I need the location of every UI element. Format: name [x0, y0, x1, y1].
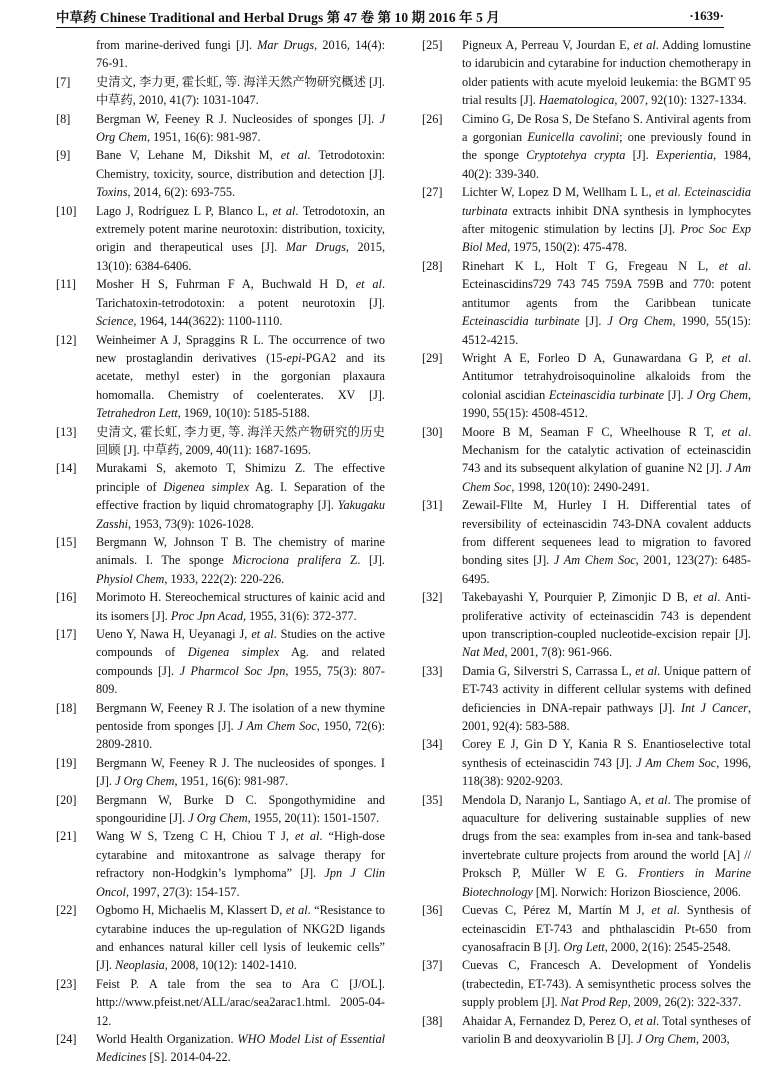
reference-italic-text: et al: [721, 350, 748, 365]
reference-entry: [56, 754, 385, 791]
reference-text: . Tetrodotoxin: Chemistry, toxicity, source, distribution and detection [J].: [96, 148, 385, 181]
reference-text: . “High-dose cytarabine and mitoxantrone as salvage therapy for refractory non-Hodgkin’s lymphoma” [J].: [96, 829, 385, 881]
reference-text: . Tetrodotoxin, an extremely potent marine neurotoxin: distribution, toxicity, origin and therapeutical uses [J].: [96, 203, 386, 255]
reference-text: Weinheimer A J, Spraggins R L. The occurrence of two new prostaglandin derivatives (15-: [96, 332, 385, 365]
reference-number: [11]: [56, 277, 76, 292]
reference-text: Ueno Y, Nawa H, Ueyanagi J,: [96, 627, 252, 641]
reference-text: . Adding lomustine to idarubicin and cytarabine for induction chemotherapy in older patients with acute myeloid leukemia: the BGMT 95 trial results [J].: [462, 38, 751, 108]
reference-text: Morimoto H. Stereochemical structures of kainic acid and its isomers [J].: [96, 590, 385, 623]
reference-number: [32]: [422, 590, 443, 605]
reference-text: . The promise of aquaculture for delivering sustainable supplies of new drugs from the sea: examples from in-sea and tank-based invertebrate culture projects from around the world [A] // Proksch P, Müller W E G.: [462, 792, 751, 881]
reference-entry: [56, 423, 385, 460]
reference-entry: [422, 735, 751, 790]
reference-text: Bergmann W, Johnson T B. The chemistry of marine animals. I. The sponge: [96, 534, 385, 568]
reference-entry: [56, 533, 385, 588]
reference-number: [12]: [56, 332, 77, 347]
reference-text: . Studies on the active compounds of: [96, 627, 385, 660]
reference-number: [29]: [422, 350, 443, 365]
reference-italic-text: epi: [286, 350, 302, 365]
reference-number: [36]: [422, 903, 443, 918]
reference-number: [33]: [422, 663, 443, 678]
reference-text: from marine-derived fungi [J].: [96, 38, 258, 52]
reference-italic-text: et al: [718, 258, 748, 273]
reference-italic-text: Eunicella cavolini: [527, 130, 620, 145]
reference-text: 史清文, 霍长虹, 李力更, 等. 海洋天然产物研究的历史回顾 [J]. 中草药, 2009, 40(11): 1687-1695.: [96, 424, 385, 457]
reference-text: , 1998, 120(10): 2490-2491.: [511, 479, 650, 494]
reference-number: [13]: [56, 424, 77, 439]
reference-text: , 1953, 73(9): 1026-1028.: [128, 516, 254, 531]
reference-text: . Synthesis of ecteinascidin ET-743 and phthalascidin Pt-650 from cyanosafracin B [J].: [462, 903, 751, 954]
reference-italic-text: J Org Chem: [188, 811, 248, 826]
reference-italic-text: Digenea simplex: [163, 479, 250, 494]
reference-number: [10]: [56, 203, 77, 218]
reference-italic-text: et al: [645, 792, 668, 807]
reference-entry: [422, 588, 751, 662]
reference-text: Bergmann W, Burke D C. Spongothymidine and spongouridine [J].: [96, 792, 385, 826]
reference-italic-text: et al: [251, 627, 274, 641]
reference-italic-text: Proc Soc Exp Biol Med: [462, 222, 751, 255]
reference-entry: [422, 36, 751, 110]
reference-number: [8]: [56, 111, 71, 126]
reference-entry: [56, 975, 385, 1030]
reference-italic-text: Digenea simplex: [187, 645, 280, 660]
reference-text: Zewail-Fllte M, Hurley I H. Differential tates of reversibility of ecteinascidin 743-DNA covalent adducts from different sequenees lead to migration to favored bonding sites [J].: [462, 498, 751, 568]
reference-italic-text: et al: [285, 903, 308, 918]
reference-italic-text: Int J Cancer: [681, 700, 748, 715]
reference-number: [20]: [56, 792, 77, 807]
reference-italic-text: et al: [635, 663, 658, 678]
reference-entry: [422, 257, 751, 349]
reference-entry: [422, 901, 751, 956]
reference-text: , 1990, 55(15): 4512-4215.: [462, 314, 752, 347]
reference-text: , 1951, 16(6): 981-987.: [174, 774, 289, 789]
reference-text: Z. [J].: [341, 553, 385, 568]
reference-italic-text: et al: [633, 38, 656, 52]
reference-text: Ag. I. Separation of the effective fraction by liquid chromatography [J].: [96, 479, 385, 513]
reference-italic-text: et al: [651, 903, 677, 918]
reference-text: [J].: [579, 314, 608, 329]
reference-entry: [56, 791, 385, 828]
reference-text: .: [677, 185, 685, 200]
reference-text: Bane V, Lehane M, Dikshit M,: [96, 148, 281, 163]
reference-text: Ahaidar A, Fernandez D, Perez O,: [462, 1013, 635, 1028]
reference-text: , 1955, 75(3): 807-809.: [96, 663, 385, 697]
reference-italic-text: Org Lett: [563, 939, 605, 954]
reference-text: , 2016, 14(4): 76-91.: [96, 38, 386, 71]
page-header: [56, 6, 724, 26]
reference-italic-text: et al: [721, 424, 748, 439]
reference-italic-text: WHO Model List of Essential Medicines: [96, 1031, 385, 1065]
reference-number: [24]: [56, 1031, 77, 1046]
reference-italic-text: et al: [693, 590, 718, 605]
reference-text: [S]. 2014-04-22.: [146, 1050, 231, 1065]
reference-text: Rinehart K L, Holt T G, Fregeau N L,: [462, 258, 719, 273]
reference-text: . Unique pattern of ET-743 activity in different cellular systems with defined deficiencies in DNA-repair pathways [J].: [462, 663, 751, 715]
reference-text: Cuevas C, Pérez M, Martín M J,: [462, 903, 652, 918]
reference-number: [21]: [56, 829, 77, 844]
reference-text: , 1955, 31(6): 372-377.: [242, 608, 357, 623]
reference-text: , 2001, 92(4): 583-588.: [462, 700, 751, 734]
reference-italic-text: et al: [355, 277, 382, 292]
reference-number: [17]: [56, 627, 77, 641]
reference-text: Mosher H S, Fuhrman F A, Buchwald H D,: [96, 277, 356, 292]
reference-text: , 1984, 40(2): 339-340.: [462, 148, 751, 181]
reference-italic-text: J Am Chem Soc: [237, 719, 317, 734]
page-number: ·1639·: [689, 8, 724, 23]
reference-text: Ogbomo H, Michaelis M, Klassert D,: [96, 903, 286, 918]
reference-text: Bergman W, Feeney R J. Nucleosides of sponges [J].: [96, 111, 380, 126]
reference-text: , 1951, 16(6): 981-987.: [146, 130, 261, 145]
reference-number: [30]: [422, 424, 443, 439]
reference-italic-text: Frontiers in Marine Biotechnology: [462, 866, 752, 899]
reference-text: , 1969, 10(10): 5185-5188.: [177, 406, 310, 421]
reference-number: [18]: [56, 700, 77, 715]
reference-text: Feist P. A tale from the sea to Ara C [J/OL]. http://www.pfeist.net/ALL/arac/sea2arac1.html. 2005-04-12.: [96, 976, 385, 1028]
reference-italic-text: J Org Chem: [636, 1031, 696, 1046]
reference-number: [31]: [422, 498, 443, 513]
reference-number: [14]: [56, 461, 77, 476]
reference-text: ; one previously found in the sponge: [462, 130, 752, 163]
reference-entry: [422, 1012, 751, 1049]
reference-italic-text: Ecteinascidia turbinate: [548, 387, 665, 402]
reference-text: . “Resistance to cytarabine induces the up-regulation of NKG2D ligands and enhances natural killer cell lysis of leukemic cells” [J].: [96, 903, 385, 973]
reference-italic-text: et al: [655, 185, 678, 200]
reference-italic-text: Experientia: [655, 148, 714, 163]
reference-text: , 2009, 26(2): 322-337.: [627, 995, 742, 1010]
reference-entry: [56, 110, 385, 147]
reference-entry: [56, 1030, 385, 1067]
reference-number: [28]: [422, 258, 443, 273]
reference-entry: [422, 662, 751, 736]
reference-italic-text: Neoplasia: [115, 958, 165, 973]
reference-text: . Anti-proliferative activity of ecteinascidin 743 is dependent upon transcription-coupled nucleotide-excision repair [J].: [462, 590, 751, 641]
reference-text: Wang W S, Tzeng C H, Chiou T J,: [96, 829, 295, 844]
reference-entry: [422, 791, 751, 901]
reference-italic-text: Jpn J Clin Oncol: [96, 866, 386, 899]
header-rule: [56, 27, 724, 28]
reference-text: , 1996, 118(38): 9202-9203.: [462, 755, 751, 789]
reference-entry: [56, 331, 385, 423]
reference-entry: [422, 496, 751, 588]
reference-entry: [56, 459, 385, 533]
reference-text: , 2007, 92(10): 1327-1334.: [614, 93, 747, 108]
reference-italic-text: J Org Chem: [687, 387, 748, 402]
reference-text: , 1933, 222(2): 220-226.: [164, 571, 285, 586]
reference-text: [J].: [625, 148, 656, 163]
reference-italic-text: J Org Chem: [607, 314, 673, 329]
reference-italic-text: Mar Drugs: [257, 38, 315, 52]
reference-entry: [422, 349, 751, 423]
reference-italic-text: Nat Med: [462, 645, 505, 660]
reference-number: [9]: [56, 148, 71, 163]
reference-italic-text: Cryptotehya crypta: [526, 148, 626, 163]
reference-text: -PGA2 and its acetate, methyl ester) in the gorgonian plaxaura homomalla. Chemistry of coelenterates. XV [J].: [96, 350, 385, 402]
reference-number: [35]: [422, 792, 443, 807]
reference-italic-text: Physiol Chem: [96, 571, 165, 586]
reference-italic-text: Ecteinascidia turbinate: [462, 314, 580, 329]
reference-italic-text: J Org Chem: [115, 774, 175, 789]
reference-text: , 2003,: [695, 1031, 730, 1046]
reference-text: , 1955, 20(11): 1501-1507.: [247, 811, 380, 826]
reference-text: Wright A E, Forleo D A, Gunawardana G P,: [462, 350, 722, 365]
reference-number: [27]: [422, 185, 443, 200]
reference-entry: [56, 588, 385, 625]
reference-number: [23]: [56, 976, 77, 991]
reference-number: [16]: [56, 590, 77, 605]
reference-italic-text: Tetrahedron Lett: [96, 406, 178, 421]
reference-entry: [422, 183, 751, 257]
reference-text: Pigneux A, Perreau V, Jourdan E,: [462, 38, 634, 52]
reference-text: Cuevas C, Francesch A. Development of Yondelis (trabectedin, ET-743). A semisynthetic process solves the supply problem [J].: [462, 958, 751, 1010]
reference-continuation: [56, 36, 385, 73]
reference-entry: [422, 956, 751, 1011]
reference-italic-text: et al: [280, 148, 308, 163]
reference-italic-text: Science: [96, 314, 134, 329]
reference-number: [15]: [56, 534, 77, 549]
reference-text: , 2001, 123(27): 6485-6495.: [462, 553, 751, 586]
reference-entry: [56, 827, 385, 901]
reference-number: [19]: [56, 755, 77, 770]
reference-entry: [56, 275, 385, 330]
reference-text: Ag. and related compounds [J].: [96, 645, 386, 678]
reference-text: , 2001, 7(8): 961-966.: [504, 645, 613, 660]
reference-entry: [422, 423, 751, 497]
reference-italic-text: J Pharmcol Soc Jpn: [179, 663, 286, 678]
reference-entry: [56, 625, 385, 699]
references-right-column: [422, 36, 751, 1048]
reference-number: [25]: [422, 38, 443, 52]
reference-entry: [56, 202, 385, 276]
reference-text: , 1990, 55(15): 4508-4512.: [462, 387, 751, 421]
reference-italic-text: et al: [294, 829, 320, 844]
reference-number: [38]: [422, 1013, 443, 1028]
reference-italic-text: Nat Prod Rep: [560, 995, 628, 1010]
reference-text: . Ecteinascidins729 743 745 759A 759B and 770: potent antitumor agents from the Caribbean tunicate: [462, 258, 751, 310]
reference-text: extracts inhibit DNA synthesis in lymphocytes after mitogenic stimulation by lectins [J].: [462, 203, 751, 237]
reference-text: , 1997, 27(3): 154-157.: [125, 884, 240, 899]
reference-text: . Mechanism for the catalytic activation of ecteinascidin 743 and its subsequent alkylation of guanine N2 [J].: [462, 424, 751, 476]
reference-text: Bergmann W, Feeney R J. The nucleosides of sponges. I [J].: [96, 755, 385, 789]
reference-text: Murakami S, akemoto T, Shimizu Z. The effective principle of: [96, 461, 385, 494]
reference-italic-text: Proc Jpn Acad: [170, 608, 243, 623]
reference-text: , 2014, 6(2): 693-755.: [127, 185, 236, 200]
reference-text: . Antitumor tetrahydroisoquinoline alkaloids from the colonial ascidian: [462, 350, 751, 402]
reference-text: , 2008, 10(12): 1402-1410.: [164, 958, 297, 973]
reference-italic-text: J Am Chem Soc: [462, 461, 752, 494]
reference-text: Corey E J, Gin D Y, Kania R S. Enantioselective total synthesis of ecteinascidin 743 [J].: [462, 737, 751, 770]
reference-number: [37]: [422, 958, 443, 973]
reference-text: Lichter W, Lopez D M, Wellham L L,: [462, 185, 656, 200]
reference-text: , 2015, 13(10): 6384-6406.: [96, 240, 386, 273]
reference-entry: [56, 699, 385, 754]
references-left-column: [56, 36, 385, 1067]
reference-text: . Tarichatoxin-tetrodotoxin: a potent neurotoxin [J].: [96, 277, 385, 310]
reference-text: 史清文, 李力更, 霍长虹, 等. 海洋天然产物研究概述 [J]. 中草药, 2010, 41(7): 1031-1047.: [96, 74, 385, 108]
reference-text: Takebayashi Y, Pourquier P, Zimonjic D B,: [462, 590, 694, 605]
reference-text: , 1975, 150(2): 475-478.: [507, 240, 628, 255]
reference-text: World Health Organization.: [96, 1031, 238, 1046]
reference-italic-text: Haematologica: [538, 93, 615, 108]
reference-italic-text: J Am Chem Soc: [553, 553, 636, 568]
journal-running-head: 中草药 Chinese Traditional and Herbal Drugs 第 47 卷 第 10 期 2016 年 5 月: [56, 9, 500, 25]
reference-italic-text: et al: [634, 1013, 657, 1028]
reference-italic-text: Toxins: [96, 185, 128, 200]
reference-text: . Total syntheses of variolin B and deoxyvariolin B [J].: [462, 1013, 752, 1046]
reference-text: Moore B M, Seaman F C, Wheelhouse R T,: [462, 424, 722, 439]
reference-italic-text: Microciona pralifera: [232, 553, 342, 568]
reference-entry: [56, 901, 385, 975]
reference-number: [7]: [56, 74, 71, 89]
reference-text: Lago J, Rodríguez L P, Blanco L,: [96, 203, 273, 218]
reference-number: [22]: [56, 903, 77, 918]
reference-entry: [56, 73, 385, 110]
reference-entry: [56, 146, 385, 201]
reference-entry: [422, 110, 751, 184]
reference-number: [34]: [422, 737, 443, 752]
reference-text: , 1964, 144(3622): 1100-1110.: [133, 314, 283, 329]
reference-italic-text: et al: [272, 203, 296, 218]
reference-italic-text: Mar Drugs: [285, 240, 346, 255]
reference-text: , 1950, 72(6): 2809-2810.: [96, 719, 386, 752]
reference-text: Bergmann W, Feeney R J. The isolation of a new thymine pentoside from sponges [J].: [96, 700, 385, 734]
reference-text: Mendola D, Naranjo L, Santiago A,: [462, 792, 646, 807]
reference-text: Damia G, Silverstri S, Carrassa L,: [462, 663, 636, 678]
reference-italic-text: J Am Chem Soc: [636, 755, 717, 770]
reference-text: [J].: [664, 387, 688, 402]
reference-text: [M]. Norwich: Horizon Bioscience, 2006.: [532, 884, 741, 899]
reference-italic-text: Yakugaku Zasshi: [96, 498, 385, 531]
reference-italic-text: J Org Chem: [96, 111, 385, 145]
reference-number: [26]: [422, 111, 443, 126]
reference-text: , 2000, 2(16): 2545-2548.: [604, 939, 731, 954]
reference-text: Cimino G, De Rosa S, De Stefano S. Antiviral agents from a gorgonian: [462, 111, 751, 145]
reference-italic-text: Ecteinascidia turbinata: [462, 185, 752, 218]
